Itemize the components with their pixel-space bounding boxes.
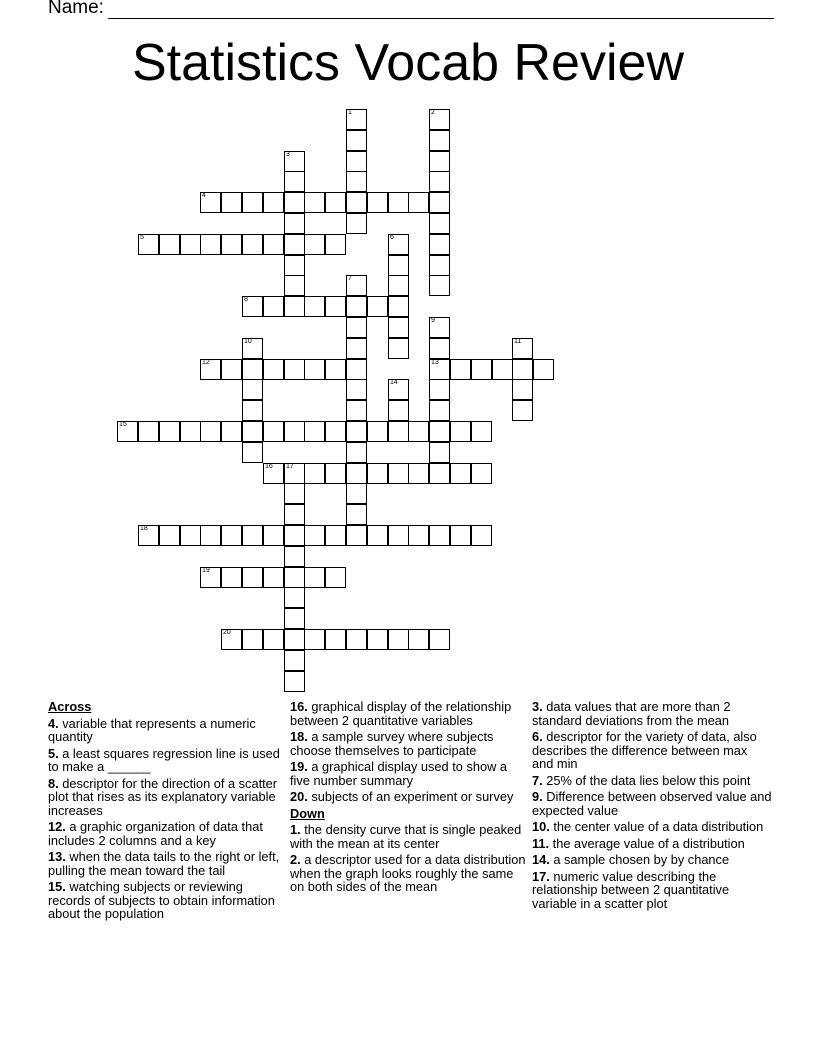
clue-across-8: 8. descriptor for the direction of a scatter plot that rises as its explanatory variable increases xyxy=(48,775,278,818)
crossword-cell[interactable] xyxy=(284,525,305,546)
name-label: Name: xyxy=(48,0,104,18)
crossword-cell[interactable] xyxy=(346,525,367,546)
crossword-cell[interactable] xyxy=(388,463,409,484)
clue-number: 15 xyxy=(119,421,127,428)
crossword-cell[interactable] xyxy=(450,421,471,442)
crossword-cell[interactable] xyxy=(284,171,305,192)
crossword-cell[interactable] xyxy=(388,255,409,276)
crossword-cell[interactable] xyxy=(200,359,221,380)
crossword-cell[interactable] xyxy=(450,463,471,484)
clue-number: 7 xyxy=(348,275,352,282)
crossword-cell[interactable] xyxy=(450,359,471,380)
crossword-cell[interactable] xyxy=(138,234,159,255)
crossword-cell[interactable] xyxy=(512,359,533,380)
crossword-cell[interactable] xyxy=(263,463,284,484)
crossword-cell[interactable] xyxy=(242,567,263,588)
crossword-cell[interactable] xyxy=(284,192,305,213)
clue-down-11: 11. the average value of a distribution xyxy=(532,835,745,851)
crossword-cell[interactable] xyxy=(346,296,367,317)
crossword-cell[interactable] xyxy=(367,629,388,650)
crossword-cell[interactable] xyxy=(325,192,346,213)
crossword-cell[interactable] xyxy=(429,151,450,172)
crossword-cell[interactable] xyxy=(138,421,159,442)
crossword-cell[interactable] xyxy=(346,483,367,504)
clue-across-5: 5. a least squares regression line is used to make a ______ xyxy=(48,745,280,774)
crossword-cell[interactable] xyxy=(512,400,533,421)
crossword-cell[interactable] xyxy=(367,192,388,213)
crossword-cell[interactable] xyxy=(221,567,242,588)
clue-across-19: 19. a graphical display used to show a five number summary xyxy=(290,759,507,788)
crossword-cell[interactable] xyxy=(471,463,492,484)
crossword-cell[interactable] xyxy=(242,379,263,400)
crossword-cell[interactable] xyxy=(180,421,201,442)
crossword-cell[interactable] xyxy=(284,234,305,255)
crossword-cell[interactable] xyxy=(263,629,284,650)
clue-number: 10 xyxy=(244,338,252,345)
crossword-cell[interactable] xyxy=(429,400,450,421)
crossword-cell[interactable] xyxy=(346,213,367,234)
crossword-cell[interactable] xyxy=(367,296,388,317)
crossword-cell[interactable] xyxy=(471,359,492,380)
crossword-cell[interactable] xyxy=(180,525,201,546)
crossword-cell[interactable] xyxy=(388,629,409,650)
crossword-cell[interactable] xyxy=(429,109,450,130)
clue-across-18: 18. a sample survey where subjects choose themselves to participate xyxy=(290,729,494,758)
crossword-cell[interactable] xyxy=(159,421,180,442)
clue-number: 14 xyxy=(390,379,398,386)
crossword-cell[interactable] xyxy=(408,629,429,650)
crossword-cell[interactable] xyxy=(388,234,409,255)
crossword-cell[interactable] xyxy=(346,130,367,151)
across-heading: Across xyxy=(48,699,92,714)
crossword-cell[interactable] xyxy=(242,421,263,442)
crossword-cell[interactable] xyxy=(429,442,450,463)
crossword-cell[interactable] xyxy=(284,151,305,172)
clues-column-3 xyxy=(532,700,772,913)
clue-number: 18 xyxy=(140,525,148,532)
crossword-cell[interactable] xyxy=(138,525,159,546)
crossword-cell[interactable] xyxy=(263,359,284,380)
clue-number: 16 xyxy=(265,463,273,470)
crossword-cell[interactable] xyxy=(429,171,450,192)
crossword-cell[interactable] xyxy=(242,442,263,463)
crossword-cell[interactable] xyxy=(388,525,409,546)
crossword-cell[interactable] xyxy=(284,650,305,671)
crossword-cell[interactable] xyxy=(429,130,450,151)
clue-across-15: 15. watching subjects or reviewing records of subjects to obtain information about the population xyxy=(48,879,275,921)
crossword-cell[interactable] xyxy=(429,275,450,296)
clue-number: 20 xyxy=(223,629,231,636)
crossword-cell[interactable] xyxy=(346,400,367,421)
clue-down-7: 7. 25% of the data lies below this point xyxy=(532,772,751,788)
clue-number: 13 xyxy=(431,359,439,366)
crossword-cell[interactable] xyxy=(388,379,409,400)
clue-across-4: 4. variable that represents a numeric quantity xyxy=(48,715,256,744)
clue-down-6: 6. descriptor for the variety of data, also describes the difference between max and min xyxy=(532,729,757,771)
crossword-cell[interactable] xyxy=(429,463,450,484)
crossword-cell[interactable] xyxy=(429,234,450,255)
crossword-cell[interactable] xyxy=(388,400,409,421)
crossword-cell[interactable] xyxy=(471,421,492,442)
crossword-cell[interactable] xyxy=(304,192,325,213)
crossword-cell[interactable] xyxy=(159,525,180,546)
page-title: Statistics Vocab Review xyxy=(131,34,685,92)
crossword-cell[interactable] xyxy=(346,109,367,130)
clues-column-1 xyxy=(48,700,280,924)
crossword-cell[interactable] xyxy=(304,525,325,546)
crossword-cell[interactable] xyxy=(159,234,180,255)
clue-down-14: 14. a sample chosen by by chance xyxy=(532,852,730,867)
crossword-cell[interactable] xyxy=(200,525,221,546)
crossword-cell[interactable] xyxy=(284,587,305,608)
crossword-cell[interactable] xyxy=(221,234,242,255)
crossword-cell[interactable] xyxy=(284,483,305,504)
crossword-cell[interactable] xyxy=(242,525,263,546)
crossword-cell[interactable] xyxy=(471,525,492,546)
crossword-cell[interactable] xyxy=(180,234,201,255)
crossword-cell[interactable] xyxy=(346,317,367,338)
crossword-cell[interactable] xyxy=(429,421,450,442)
crossword-cell[interactable] xyxy=(429,525,450,546)
crossword-cell[interactable] xyxy=(388,275,409,296)
crossword-cell[interactable] xyxy=(533,359,554,380)
crossword-cell[interactable] xyxy=(284,463,305,484)
crossword-cell[interactable] xyxy=(263,421,284,442)
crossword-cell[interactable] xyxy=(367,421,388,442)
clue-number: 19 xyxy=(202,567,210,574)
clue-number: 9 xyxy=(431,317,435,324)
crossword-cell[interactable] xyxy=(200,192,221,213)
crossword-cell[interactable] xyxy=(325,359,346,380)
crossword-cell[interactable] xyxy=(325,463,346,484)
crossword-cell[interactable] xyxy=(346,359,367,380)
crossword-cell[interactable] xyxy=(450,525,471,546)
crossword-cell[interactable] xyxy=(367,463,388,484)
crossword-cell[interactable] xyxy=(284,421,305,442)
crossword-cell[interactable] xyxy=(325,296,346,317)
crossword-cell[interactable] xyxy=(388,192,409,213)
crossword-cell[interactable] xyxy=(367,525,388,546)
crossword-cell[interactable] xyxy=(242,338,263,359)
clue-down-17: 17. numeric value describing the relationship between 2 quantitative variable in a scatter plot xyxy=(532,868,730,911)
clue-number: 5 xyxy=(140,234,144,241)
clue-down-1: 1. the density curve that is single peaked with the mean at its center xyxy=(290,822,522,851)
clue-across-20: 20. subjects of an experiment or survey xyxy=(290,789,514,804)
crossword-cell[interactable] xyxy=(284,671,305,692)
crossword-cell[interactable] xyxy=(512,338,533,359)
crossword-cell[interactable] xyxy=(263,567,284,588)
crossword-cell[interactable] xyxy=(429,192,450,213)
clue-number: 2 xyxy=(431,109,435,116)
crossword-cell[interactable] xyxy=(388,296,409,317)
crossword-cell[interactable] xyxy=(408,463,429,484)
clue-number: 17 xyxy=(286,463,294,470)
crossword-cell[interactable] xyxy=(346,171,367,192)
clue-down-2: 2. a descriptor used for a data distribution when the graph looks roughly the same on both sides of the mean xyxy=(290,852,526,894)
crossword-cell[interactable] xyxy=(221,359,242,380)
crossword-cell[interactable] xyxy=(346,421,367,442)
clue-number: 3 xyxy=(286,151,290,158)
crossword-cell[interactable] xyxy=(346,151,367,172)
crossword-cell[interactable] xyxy=(325,421,346,442)
crossword-cell[interactable] xyxy=(221,629,242,650)
down-heading: Down xyxy=(290,805,325,821)
crossword-cell[interactable] xyxy=(200,234,221,255)
crossword-cell[interactable] xyxy=(429,255,450,276)
clue-down-3: 3. data values that are more than 2 standard deviations from the mean xyxy=(532,699,731,728)
clue-number: 4 xyxy=(202,192,206,199)
clue-number: 12 xyxy=(202,359,210,366)
crossword-cell[interactable] xyxy=(221,421,242,442)
clue-across-13: 13. when the data tails to the right or left, pulling the mean toward the tail xyxy=(48,849,280,878)
crossword-cell[interactable] xyxy=(242,234,263,255)
crossword-cell[interactable] xyxy=(284,359,305,380)
clue-down-10: 10. the center value of a data distribution xyxy=(532,819,764,834)
clue-number: 1 xyxy=(348,109,352,116)
crossword-cell[interactable] xyxy=(284,275,305,296)
crossword-cell[interactable] xyxy=(284,608,305,629)
crossword-cell[interactable] xyxy=(284,296,305,317)
crossword-cell[interactable] xyxy=(346,442,367,463)
crossword-cell[interactable] xyxy=(304,359,325,380)
crossword-cell[interactable] xyxy=(325,525,346,546)
crossword-cell[interactable] xyxy=(304,296,325,317)
crossword-cell[interactable] xyxy=(346,275,367,296)
clue-across-16: 16. graphical display of the relationship between 2 quantitative variables xyxy=(290,699,512,728)
crossword-cell[interactable] xyxy=(346,379,367,400)
crossword-cell[interactable] xyxy=(388,338,409,359)
crossword-cell[interactable] xyxy=(388,317,409,338)
crossword-cell[interactable] xyxy=(346,338,367,359)
crossword-cell[interactable] xyxy=(346,463,367,484)
crossword-cell[interactable] xyxy=(263,525,284,546)
crossword-cell[interactable] xyxy=(325,234,346,255)
crossword-cell[interactable] xyxy=(512,379,533,400)
crossword-cell[interactable] xyxy=(325,629,346,650)
crossword-cell[interactable] xyxy=(200,421,221,442)
crossword-cell[interactable] xyxy=(284,567,305,588)
crossword-cell[interactable] xyxy=(429,379,450,400)
clue-number: 6 xyxy=(390,234,394,241)
crossword-cell[interactable] xyxy=(263,234,284,255)
crossword-cell[interactable] xyxy=(325,567,346,588)
crossword-cell[interactable] xyxy=(242,296,263,317)
crossword-cell[interactable] xyxy=(408,525,429,546)
crossword-cell[interactable] xyxy=(284,629,305,650)
crossword-cell[interactable] xyxy=(242,192,263,213)
crossword-cell[interactable] xyxy=(429,359,450,380)
clue-down-9: 9. Difference between observed value and expected value xyxy=(532,789,772,818)
crossword-cell[interactable] xyxy=(346,504,367,525)
crossword-cell[interactable] xyxy=(346,192,367,213)
name-underline[interactable] xyxy=(108,0,774,19)
crossword-cell[interactable] xyxy=(284,213,305,234)
clue-number: 11 xyxy=(514,338,522,345)
crossword-cell[interactable] xyxy=(284,255,305,276)
clue-across-12: 12. a graphic organization of data that includes 2 columns and a key xyxy=(48,819,263,848)
crossword-cell[interactable] xyxy=(221,192,242,213)
crossword-cell[interactable] xyxy=(492,359,513,380)
crossword-cell[interactable] xyxy=(117,421,138,442)
crossword-cell[interactable] xyxy=(429,338,450,359)
crossword-cell[interactable] xyxy=(221,525,242,546)
crossword-cell[interactable] xyxy=(284,546,305,567)
crossword-cell[interactable] xyxy=(429,317,450,338)
crossword-cell[interactable] xyxy=(304,463,325,484)
crossword-cell[interactable] xyxy=(263,296,284,317)
crossword-cell[interactable] xyxy=(408,192,429,213)
clues-column-2 xyxy=(290,700,526,897)
crossword-cell[interactable] xyxy=(388,421,409,442)
crossword-cell[interactable] xyxy=(242,629,263,650)
crossword-cell[interactable] xyxy=(429,629,450,650)
crossword-cell[interactable] xyxy=(429,213,450,234)
crossword-cell[interactable] xyxy=(200,567,221,588)
name-field[interactable] xyxy=(48,0,774,19)
crossword-cell[interactable] xyxy=(408,421,429,442)
crossword-cell[interactable] xyxy=(284,504,305,525)
crossword-cell[interactable] xyxy=(242,359,263,380)
crossword-cell[interactable] xyxy=(346,629,367,650)
crossword-cell[interactable] xyxy=(304,421,325,442)
crossword-cell[interactable] xyxy=(304,567,325,588)
crossword-cell[interactable] xyxy=(242,400,263,421)
crossword-cell[interactable] xyxy=(304,629,325,650)
clue-number: 8 xyxy=(244,296,248,303)
crossword-cell[interactable] xyxy=(304,234,325,255)
crossword-cell[interactable] xyxy=(263,192,284,213)
